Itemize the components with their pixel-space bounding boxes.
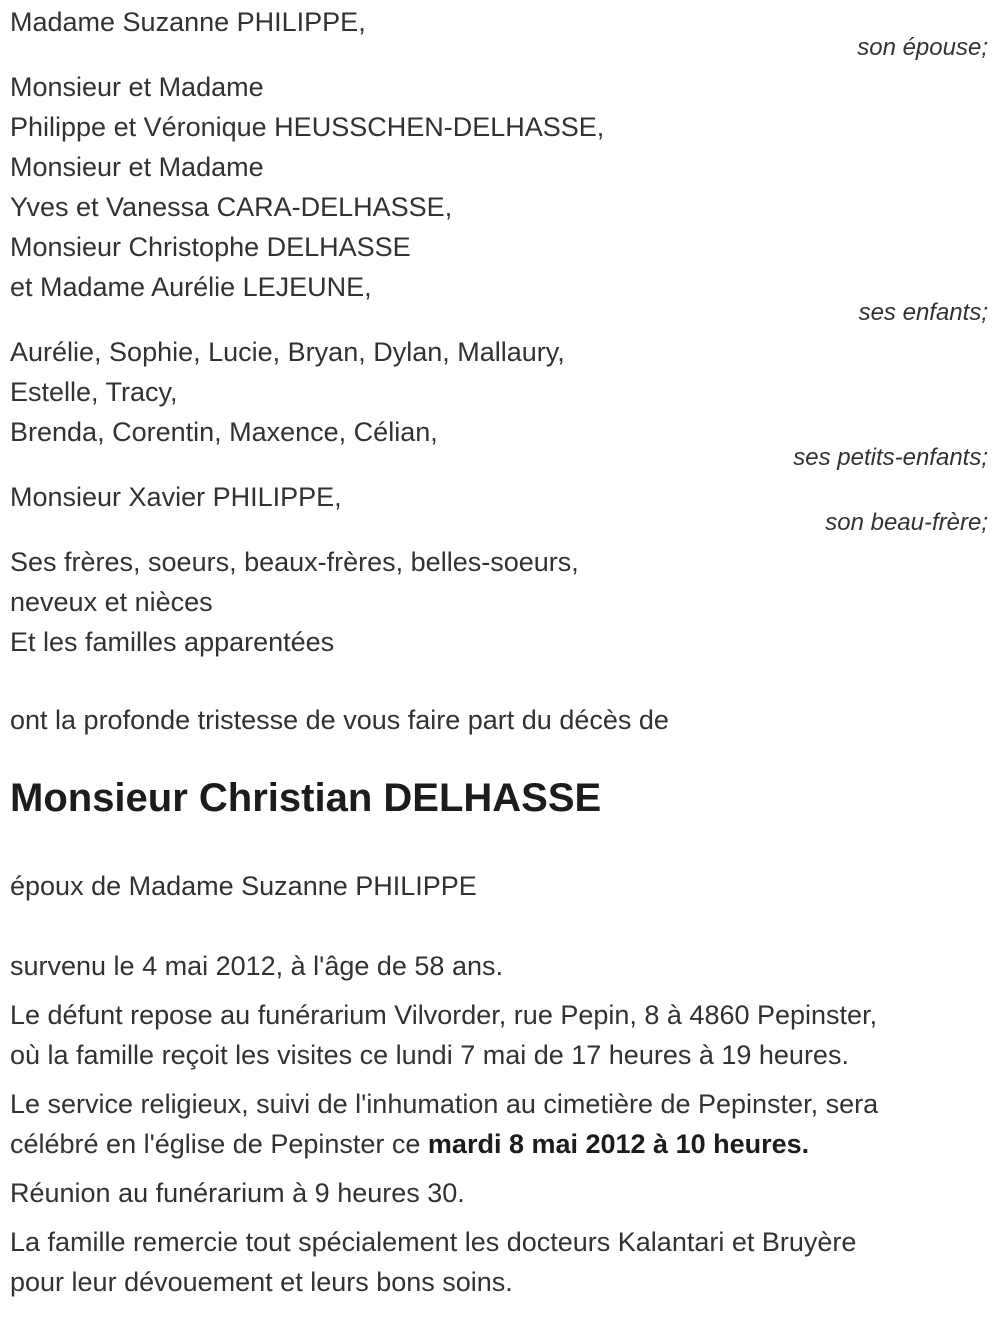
family-group bbox=[10, 332, 988, 477]
names-line: Monsieur Christophe DELHASSE bbox=[10, 232, 411, 262]
names-line: Brenda, Corentin, Maxence, Célian, bbox=[10, 417, 438, 447]
names-line: Yves et Vanessa CARA-DELHASSE, bbox=[10, 192, 453, 222]
family-group bbox=[10, 2, 988, 67]
family-groups bbox=[10, 2, 988, 662]
detail-text: célébré en l'église de Pepinster ce bbox=[10, 1129, 428, 1159]
names-line: et Madame Aurélie LEJEUNE, bbox=[10, 272, 372, 302]
names-line: Monsieur et Madame bbox=[10, 72, 264, 102]
relation-label: ses petits-enfants; bbox=[793, 444, 988, 471]
names-line: Aurélie, Sophie, Lucie, Bryan, Dylan, Mallaury, bbox=[10, 337, 565, 367]
detail-text: pour leur dévouement et leurs bons soins. bbox=[10, 1267, 513, 1297]
detail-text: La famille remercie tout spécialement les docteurs Kalantari et Bruyère bbox=[10, 1227, 857, 1257]
relation-label: son épouse; bbox=[857, 34, 988, 61]
names-line: Monsieur Xavier PHILIPPE, bbox=[10, 482, 342, 512]
detail-text: Réunion au funérarium à 9 heures 30. bbox=[10, 1178, 465, 1208]
detail-paragraph bbox=[10, 1222, 988, 1302]
deceased-name: Monsieur Christian DELHASSE bbox=[10, 776, 602, 820]
names-line: Et les familles apparentées bbox=[10, 627, 335, 657]
names-line: Monsieur et Madame bbox=[10, 152, 264, 182]
detail-paragraph bbox=[10, 1173, 988, 1213]
detail-text: Le défunt repose au funérarium Vilvorder, rue Pepin, 8 à 4860 Pepinster, bbox=[10, 1000, 878, 1030]
detail-paragraph bbox=[10, 1084, 988, 1164]
relation-label: son beau-frère; bbox=[825, 509, 988, 536]
relation-label: ses enfants; bbox=[858, 299, 988, 326]
death-date-line: survenu le 4 mai 2012, à l'âge de 58 ans. bbox=[10, 951, 503, 981]
detail-text: où la famille reçoit les visites ce lundi 7 mai de 17 heures à 19 heures. bbox=[10, 1040, 849, 1070]
funeral-details bbox=[10, 995, 988, 1302]
family-group bbox=[10, 477, 988, 542]
family-group bbox=[10, 67, 988, 332]
names-line: Ses frères, soeurs, beaux-frères, belles-soeurs, bbox=[10, 547, 579, 577]
names-line: Estelle, Tracy, bbox=[10, 377, 178, 407]
names-line: Philippe et Véronique HEUSSCHEN-DELHASSE, bbox=[10, 112, 605, 142]
spouse-line: époux de Madame Suzanne PHILIPPE bbox=[10, 871, 477, 901]
detail-paragraph bbox=[10, 995, 988, 1075]
detail-text-bold: mardi 8 mai 2012 à 10 heures. bbox=[427, 1129, 810, 1159]
detail-text: Le service religieux, suivi de l'inhumation au cimetière de Pepinster, sera bbox=[10, 1089, 879, 1119]
names-line: Madame Suzanne PHILIPPE, bbox=[10, 7, 366, 37]
names-line: neveux et nièces bbox=[10, 587, 213, 617]
family-group bbox=[10, 542, 988, 662]
announcement-line: ont la profonde tristesse de vous faire part du décès de bbox=[10, 705, 669, 735]
